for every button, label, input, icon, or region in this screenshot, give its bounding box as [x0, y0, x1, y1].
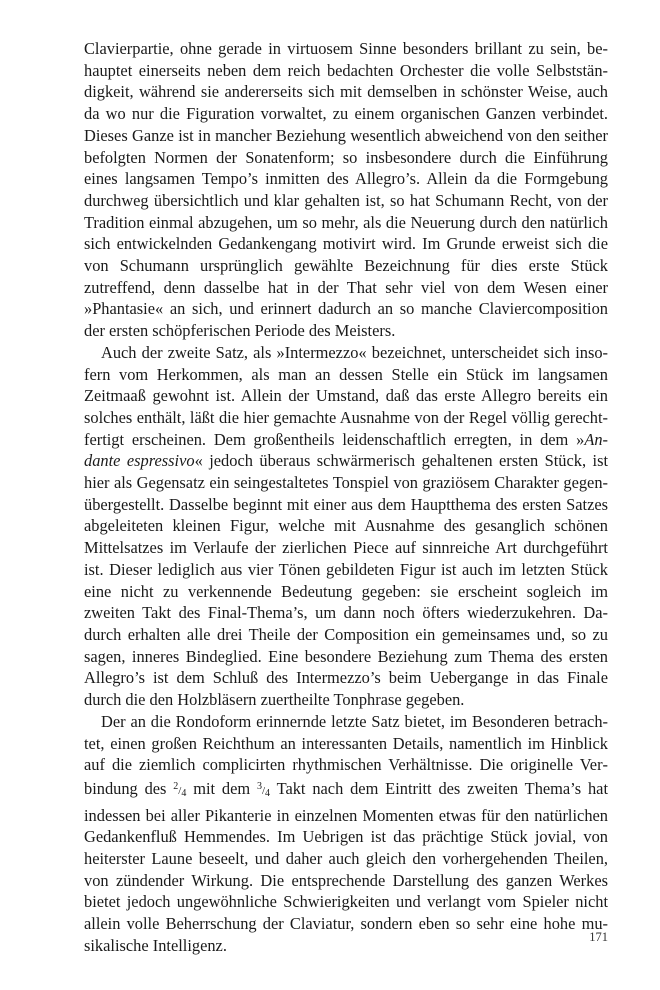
- fraction-numerator: 3: [256, 780, 262, 792]
- paragraph-2-italic: Andante espressivo: [84, 429, 608, 471]
- time-signature-3-4: $^3/_4$: [256, 780, 271, 799]
- paragraph-2-text-a: Auch der zweite Satz, als »Intermezzo« bezeichnet, unterscheidet sich insofern vom Herkommen, als man an dessen Stelle ein Stück im langsamen Zeitmaaß gewohnt ist. Allein der Umstand, daß das erste Allegro bereits ein solches enthält, läßt die hier gemachte Ausnahme von der Regel völlig gerechtfertigt erscheinen. Dem großentheils leidenschaftlich erregten, in dem »: [84, 342, 608, 449]
- paragraph-3-text-b: mit dem: [186, 778, 257, 798]
- fraction-denominator: 4: [265, 787, 271, 799]
- paragraph-2: [84, 342, 608, 711]
- paragraph-1: Clavierpartie, ohne gerade in virtuosem Sinne besonders brillant zu sein, behauptet einerseits neben dem reich bedachten Orchester die volle Selbstständigkeit, während sie andererseits sich mit demselben in schönster Weise, auch da wo nur die Figuration vorwaltet, zu einem organischen Ganzen verbindet. Dieses Ganze ist in mancher Beziehung wesentlich abweichend von den seither befolgten Normen der Sonatenform; so insbesondere durch die Einführung eines langsamen Tempo’s inmitten des Allegro’s. Allein da die Formgebung durchweg übersichtlich und klar gehalten ist, so hat Schumann Recht, von der Tradition einmal abzugehen, um so mehr, als die Neuerung durch den natürlich sich entwickelnden Gedankengang motivirt wird. Im Grunde erweist sich die von Schumann ursprünglich gewählte Bezeichnung für dies erste Stück zutreffend, denn dasselbe hat in der That sehr viel von dem Wesen einer »Phantasie« an sich, und erinnert dadurch an so manche Claviercomposition der ersten schöpferischen Periode des Meisters.: [84, 39, 608, 341]
- paragraph-2-text-b: « jedoch überaus schwärmerisch gehaltenen ersten Stück, ist hier als Gegensatz ein seingestaltetes Tonspiel von graziösem Charakter gegenübergestellt. Dasselbe beginnt mit einer aus dem Hauptthema des ersten Satzes abgeleiteten kleinen Figur, welche mit Ausnahme des gesanglich schönen Mittelsatzes im Verlaufe der zierlichen Piece auf sinnreiche Art durchgeführt ist. Dieser lediglich aus vier Tönen gebildeten Figur ist auch im letzten Stück eine nicht zu verkennende Bedeutung gegeben: sie erscheint sogleich im zweiten Takt des Final-Thema’s, um dann noch öfters wiederzukehren. Dadurch erhalten alle drei Theile der Composition ein gemeinsames und, so zu sagen, inneres Bindeglied. Eine besondere Beziehung zum Thema des ersten Allegro’s ist dem Schluß des Intermezzo’s beim Uebergange in das Finale durch die den Holzbläsern zuertheilte Tonphrase gegeben.: [84, 451, 609, 710]
- page-body: [84, 38, 608, 957]
- fraction-numerator: 2: [173, 780, 179, 792]
- time-signature-2-4: $^2/_4$: [173, 780, 187, 799]
- paragraph-3: [84, 711, 608, 957]
- fraction-denominator: 4: [181, 787, 187, 799]
- paragraph-3-text-a: Der an die Rondoform erinnernde letzte Satz bietet, im Besonderen betrachtet, einen großen Reichthum an interessanten Details, namentlich im Hinblick auf die ziemlich complicirten rhythmischen Verhältnisse. Die originelle Verbindung des: [84, 711, 608, 798]
- page-number: 171: [589, 930, 608, 944]
- paragraph-3-text-c: Takt nach dem Eintritt des zweiten Thema’s hat indessen bei aller Pikanterie in einzelnen Momenten etwas für den natürlichen Gedankenfluß Hemmendes. Im Uebrigen ist das prächtige Stück jovial, von heiterster Laune beseelt, und daher auch gleich den vorhergehenden Theilen, von zündender Wirkung. Die entsprechende Darstellung des ganzen Werkes bietet jedoch ungewöhnliche Schwierigkeiten und verlangt vom Spieler nicht allein volle Beherrschung der Claviatur, sondern eben so sehr eine hohe musikalische Intelligenz.: [84, 778, 608, 955]
